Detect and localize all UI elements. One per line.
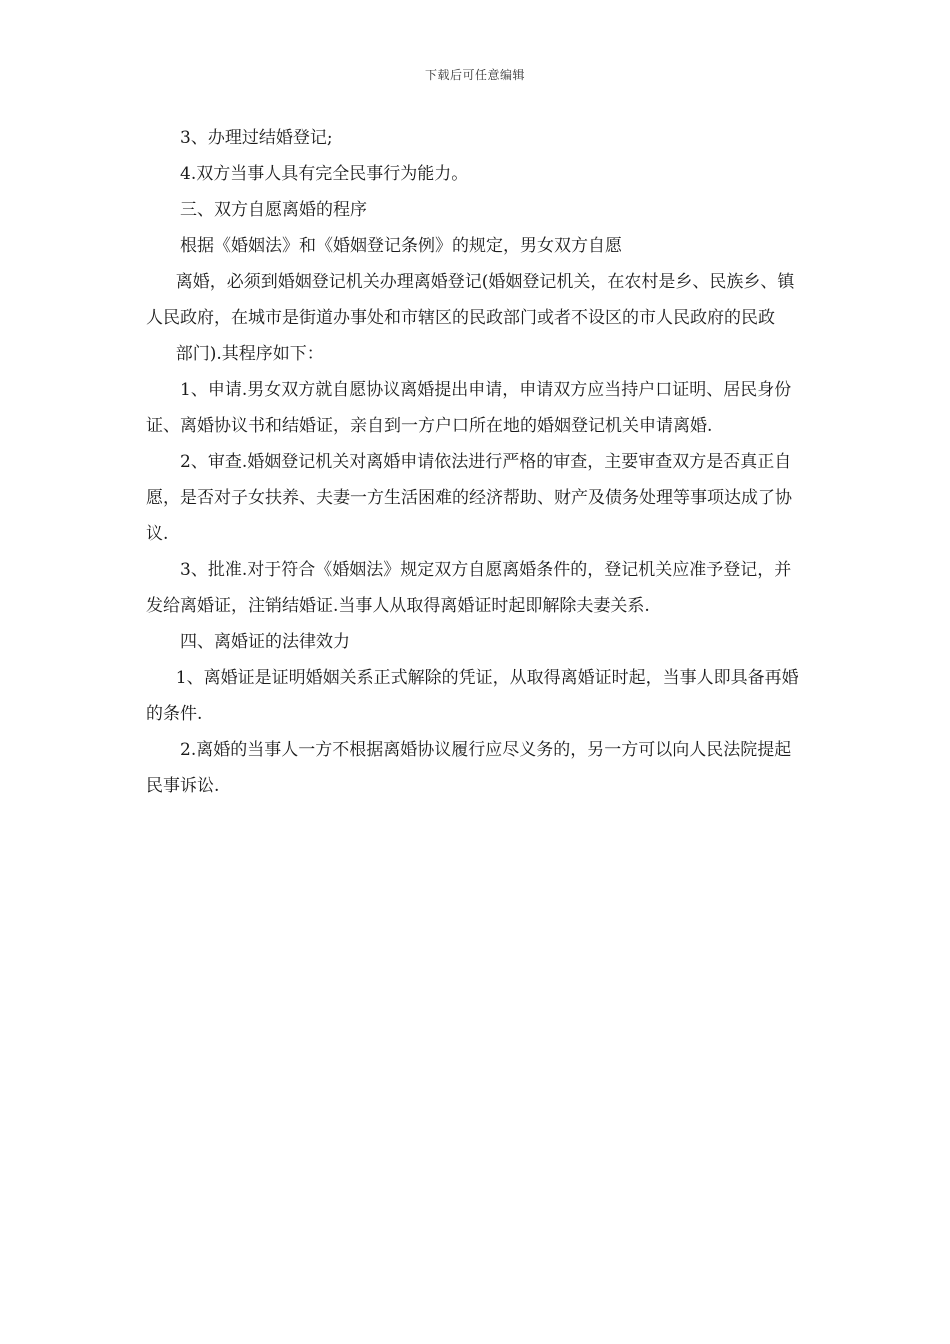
paragraph-procedure-intro: 部门).其程序如下： [175,344,324,364]
document-body [146,120,808,804]
page-header: 下载后可任意编辑 [424,68,525,82]
paragraph-effect-1: 1、离婚证是证明婚姻关系正式解除的凭证，从取得离婚证时起，当事人即具备再婚 的条件. [146,668,799,724]
paragraph-item-3: 3、办理过结婚登记; [180,128,333,148]
paragraph-step-review: 2、审查.婚姻登记机关对离婚申请依法进行严格的审查，主要审查双方是否真正自愿，是否对子女扶养、夫妻一方生活困难的经济帮助、财产及债务处理等事项达成了协议. [146,452,792,544]
paragraph-item-4: 4.双方当事人具有完全民事行为能力。 [180,164,469,184]
section-heading-3: 三、双方自愿离婚的程序 [180,200,367,220]
section-heading-4: 四、离婚证的法律效力 [180,632,350,652]
paragraph-legal-basis: 根据《婚姻法》和《婚姻登记条例》的规定，男女双方自愿 [180,236,622,256]
paragraph-step-approve: 3、批准.对于符合《婚姻法》规定双方自愿离婚条件的，登记机关应准予登记，并发给离婚证，注销结婚证.当事人从取得离婚证时起即解除夫妻关系. [146,560,792,616]
paragraph-effect-2: 2.离婚的当事人一方不根据离婚协议履行应尽义务的，另一方可以向人民法院提起民事诉讼. [146,740,792,796]
paragraph-registration-office: 离婚，必须到婚姻登记机关办理离婚登记(婚姻登记机关，在农村是乡、民族乡、镇人民政府，在城市是街道办事处和市辖区的民政部门或者不设区的市人民政府的民政 [146,272,795,328]
paragraph-step-apply: 1、申请.男女双方就自愿协议离婚提出申请，申请双方应当持户口证明、居民身份证、离婚协议书和结婚证，亲自到一方户口所在地的婚姻登记机关申请离婚. [146,380,792,436]
